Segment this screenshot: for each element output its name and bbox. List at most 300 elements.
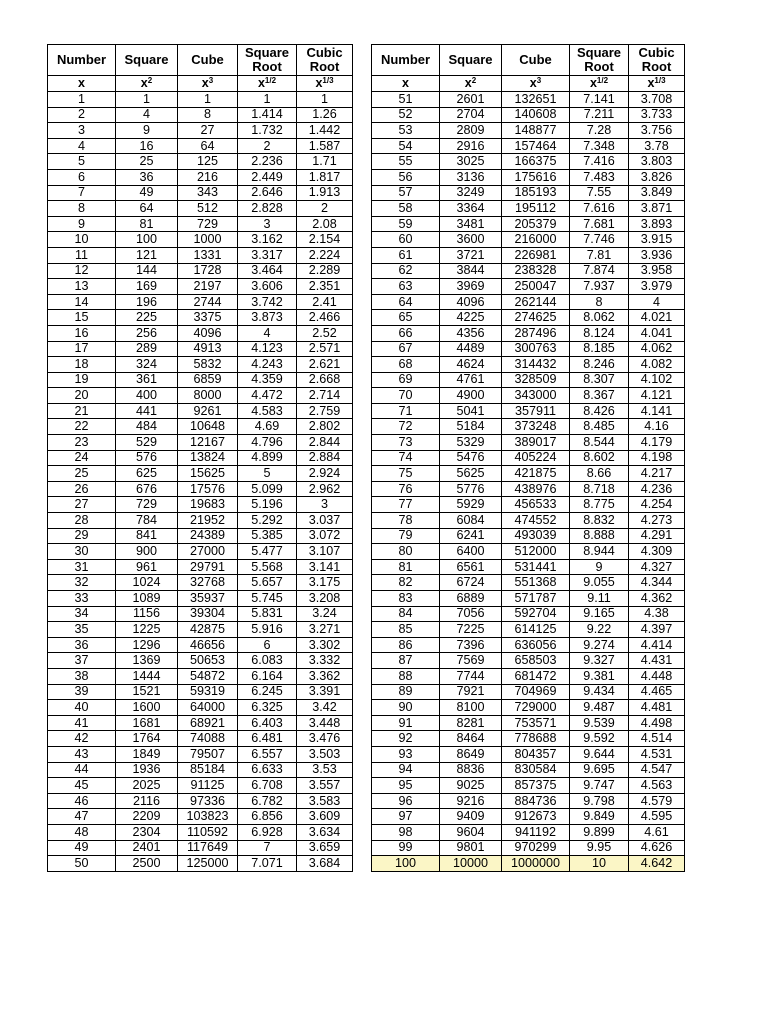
cell-number: 29: [48, 528, 116, 544]
cell-square-root: 9.055: [570, 575, 629, 591]
cell-square-root: 7.141: [570, 92, 629, 108]
table-row: [372, 450, 685, 466]
cell-cube: 4096: [178, 325, 238, 341]
cell-cube: 195112: [502, 201, 570, 217]
cell-square: 4096: [440, 294, 502, 310]
cell-square-root: 9.899: [570, 824, 629, 840]
table-row: [372, 372, 685, 388]
cell-number: 59: [372, 216, 440, 232]
cell-number: 94: [372, 762, 440, 778]
cell-square: 10000: [440, 856, 502, 872]
table-row: [372, 169, 685, 185]
cell-cubic-root: 2: [297, 201, 353, 217]
cell-cube: 681472: [502, 668, 570, 684]
cell-cube: 614125: [502, 622, 570, 638]
cell-square: 16: [116, 138, 178, 154]
cell-number: 52: [372, 107, 440, 123]
table-row: [372, 684, 685, 700]
cell-square-root: 6.245: [238, 684, 297, 700]
cell-cube: 54872: [178, 668, 238, 684]
cell-cubic-root: 4.291: [629, 528, 685, 544]
cell-cube: 474552: [502, 513, 570, 529]
cell-square-root: 9.798: [570, 793, 629, 809]
table-row: [372, 123, 685, 139]
cell-square-root: 7.746: [570, 232, 629, 248]
cell-cube: 2744: [178, 294, 238, 310]
cell-cubic-root: 4.041: [629, 325, 685, 341]
cell-square: 1369: [116, 653, 178, 669]
cell-square-root: 4.899: [238, 450, 297, 466]
cell-square-root: 6.481: [238, 731, 297, 747]
cell-square-root: 8.888: [570, 528, 629, 544]
cell-cubic-root: 4.273: [629, 513, 685, 529]
cell-square: 2401: [116, 840, 178, 856]
cell-cubic-root: 3.849: [629, 185, 685, 201]
table-row: [372, 154, 685, 170]
cell-cube: 85184: [178, 762, 238, 778]
cell-number: 47: [48, 809, 116, 825]
cell-cube: 205379: [502, 216, 570, 232]
cell-number: 45: [48, 778, 116, 794]
cell-square: 1849: [116, 746, 178, 762]
cell-square-root: 9.487: [570, 700, 629, 716]
cell-cubic-root: 2.884: [297, 450, 353, 466]
cell-square-root: 10: [570, 856, 629, 872]
cell-cube: 250047: [502, 279, 570, 295]
cell-cubic-root: 4.179: [629, 435, 685, 451]
table-row: [48, 341, 353, 357]
cell-square: 9409: [440, 809, 502, 825]
table-row: [372, 92, 685, 108]
cell-number: 44: [48, 762, 116, 778]
cell-square-root: 2.236: [238, 154, 297, 170]
cell-square-root: 7.616: [570, 201, 629, 217]
cell-number: 99: [372, 840, 440, 856]
cell-cube: 140608: [502, 107, 570, 123]
cell-cubic-root: 1.817: [297, 169, 353, 185]
cell-cube: 753571: [502, 715, 570, 731]
cell-square: 9216: [440, 793, 502, 809]
cell-cube: 328509: [502, 372, 570, 388]
cell-square-root: 7.211: [570, 107, 629, 123]
cell-cubic-root: 1: [297, 92, 353, 108]
cell-number: 23: [48, 435, 116, 451]
cell-square-root: 6.557: [238, 746, 297, 762]
cell-number: 43: [48, 746, 116, 762]
cell-square-root: 8.367: [570, 388, 629, 404]
cell-cube: 148877: [502, 123, 570, 139]
cell-square-root: 5.657: [238, 575, 297, 591]
cell-cubic-root: 4.16: [629, 419, 685, 435]
cell-number: 53: [372, 123, 440, 139]
cell-square-root: 4.796: [238, 435, 297, 451]
cell-number: 91: [372, 715, 440, 731]
cell-number: 12: [48, 263, 116, 279]
cell-square-root: 5.196: [238, 497, 297, 513]
cell-square-root: 9.644: [570, 746, 629, 762]
cell-cubic-root: 2.224: [297, 247, 353, 263]
cell-cube: 512: [178, 201, 238, 217]
cell-cube: 15625: [178, 466, 238, 482]
table-row: [372, 107, 685, 123]
cell-cube: 10648: [178, 419, 238, 435]
cell-square: 2209: [116, 809, 178, 825]
cell-cubic-root: 3.072: [297, 528, 353, 544]
cell-number: 15: [48, 310, 116, 326]
cell-number: 24: [48, 450, 116, 466]
cell-number: 19: [48, 372, 116, 388]
cell-square-root: 7.348: [570, 138, 629, 154]
table-row: [372, 715, 685, 731]
cell-square-root: 5.745: [238, 591, 297, 607]
cell-cubic-root: 3.733: [629, 107, 685, 123]
cell-square-root: 7.681: [570, 216, 629, 232]
table-row: [48, 653, 353, 669]
cell-square-root: 1.732: [238, 123, 297, 139]
cell-square-root: 5.568: [238, 559, 297, 575]
cell-cube: 1331: [178, 247, 238, 263]
cell-cube: 110592: [178, 824, 238, 840]
cell-cubic-root: 2.41: [297, 294, 353, 310]
cell-square: 9604: [440, 824, 502, 840]
cell-cube: 74088: [178, 731, 238, 747]
cell-cube: 438976: [502, 481, 570, 497]
cell-square: 7569: [440, 653, 502, 669]
table-row: [372, 559, 685, 575]
table-row: [372, 793, 685, 809]
table-row: [48, 544, 353, 560]
cell-square-root: 8.718: [570, 481, 629, 497]
cell-cube: 97336: [178, 793, 238, 809]
cell-cubic-root: 2.52: [297, 325, 353, 341]
cell-square: 900: [116, 544, 178, 560]
cell-cubic-root: 4.121: [629, 388, 685, 404]
cell-square: 8649: [440, 746, 502, 762]
cell-cubic-root: 2.714: [297, 388, 353, 404]
cell-number: 39: [48, 684, 116, 700]
cell-square: 3025: [440, 154, 502, 170]
cell-square: 196: [116, 294, 178, 310]
cell-number: 51: [372, 92, 440, 108]
cell-square-root: 8: [570, 294, 629, 310]
cell-square: 1296: [116, 637, 178, 653]
cell-number: 5: [48, 154, 116, 170]
header-cubic-root: Cubic Root: [297, 45, 353, 76]
cell-square: 9: [116, 123, 178, 139]
cell-number: 14: [48, 294, 116, 310]
cell-cubic-root: 2.289: [297, 263, 353, 279]
cell-square: 529: [116, 435, 178, 451]
table-row: [48, 840, 353, 856]
cell-cube: 274625: [502, 310, 570, 326]
cell-cube: 493039: [502, 528, 570, 544]
cell-cubic-root: 3.78: [629, 138, 685, 154]
table-row: [372, 419, 685, 435]
cell-square: 4624: [440, 357, 502, 373]
cell-cubic-root: 4.642: [629, 856, 685, 872]
cell-square: 676: [116, 481, 178, 497]
cell-square: 6561: [440, 559, 502, 575]
cell-number: 36: [48, 637, 116, 653]
cell-number: 88: [372, 668, 440, 684]
cell-cubic-root: 4.61: [629, 824, 685, 840]
cell-square: 3844: [440, 263, 502, 279]
cell-cubic-root: 4.062: [629, 341, 685, 357]
cell-square: 1681: [116, 715, 178, 731]
cell-number: 67: [372, 341, 440, 357]
cell-cubic-root: 3.609: [297, 809, 353, 825]
cell-number: 41: [48, 715, 116, 731]
table-row: [48, 372, 353, 388]
table-row: [48, 92, 353, 108]
cell-number: 90: [372, 700, 440, 716]
cell-cube: 216000: [502, 232, 570, 248]
cell-square-root: 7.874: [570, 263, 629, 279]
cell-cube: 912673: [502, 809, 570, 825]
cell-square-root: 3.162: [238, 232, 297, 248]
cell-square: 6724: [440, 575, 502, 591]
powers-table-right: [371, 44, 685, 872]
cell-cube: 117649: [178, 840, 238, 856]
cell-square: 5929: [440, 497, 502, 513]
cell-square: 169: [116, 279, 178, 295]
table-row: [48, 684, 353, 700]
cell-number: 25: [48, 466, 116, 482]
table-row: [48, 528, 353, 544]
cell-cubic-root: 3.448: [297, 715, 353, 731]
cell-cube: 357911: [502, 403, 570, 419]
table-row: [48, 201, 353, 217]
cell-square-root: 7.28: [570, 123, 629, 139]
cell-cubic-root: 4.327: [629, 559, 685, 575]
cell-square: 361: [116, 372, 178, 388]
cell-number: 73: [372, 435, 440, 451]
cell-cubic-root: 2.844: [297, 435, 353, 451]
cell-square-root: 7: [238, 840, 297, 856]
cell-cube: 64: [178, 138, 238, 154]
table-row: [372, 232, 685, 248]
cell-square: 1444: [116, 668, 178, 684]
cell-square: 2025: [116, 778, 178, 794]
cell-number: 100: [372, 856, 440, 872]
cell-cubic-root: 1.913: [297, 185, 353, 201]
cell-square: 2304: [116, 824, 178, 840]
cell-square: 64: [116, 201, 178, 217]
cell-square-root: 6.782: [238, 793, 297, 809]
cell-square-root: 3.464: [238, 263, 297, 279]
table-row: [372, 201, 685, 217]
cell-square: 289: [116, 341, 178, 357]
table-row: [48, 591, 353, 607]
cell-number: 72: [372, 419, 440, 435]
cell-square-root: 3.742: [238, 294, 297, 310]
cell-cube: 103823: [178, 809, 238, 825]
cell-square-root: 5.831: [238, 606, 297, 622]
cell-number: 98: [372, 824, 440, 840]
cell-square: 841: [116, 528, 178, 544]
table-row: [48, 123, 353, 139]
cell-square: 8836: [440, 762, 502, 778]
cell-cube: 8: [178, 107, 238, 123]
cell-cubic-root: 3.803: [629, 154, 685, 170]
cell-cube: 32768: [178, 575, 238, 591]
cell-square-root: 2.828: [238, 201, 297, 217]
cell-cube: 1: [178, 92, 238, 108]
cell-cube: 571787: [502, 591, 570, 607]
cell-cube: 46656: [178, 637, 238, 653]
table-row: [372, 357, 685, 373]
cell-square: 729: [116, 497, 178, 513]
cell-cubic-root: 4.626: [629, 840, 685, 856]
table-row: [48, 357, 353, 373]
cell-square: 7056: [440, 606, 502, 622]
cell-number: 30: [48, 544, 116, 560]
cell-square: 4761: [440, 372, 502, 388]
cell-square-root: 8.246: [570, 357, 629, 373]
cell-cubic-root: 3.979: [629, 279, 685, 295]
table-row: [48, 497, 353, 513]
cell-cubic-root: 2.924: [297, 466, 353, 482]
cell-cube: 8000: [178, 388, 238, 404]
table-row: [372, 778, 685, 794]
cell-square: 3721: [440, 247, 502, 263]
cell-square-root: 5.916: [238, 622, 297, 638]
cell-square: 2601: [440, 92, 502, 108]
table-row: [372, 497, 685, 513]
cell-square-root: 9.381: [570, 668, 629, 684]
cell-cubic-root: 4.547: [629, 762, 685, 778]
table-row: [48, 793, 353, 809]
cell-square-root: 7.071: [238, 856, 297, 872]
cell-number: 87: [372, 653, 440, 669]
cell-number: 92: [372, 731, 440, 747]
cell-square: 7921: [440, 684, 502, 700]
cell-cube: 17576: [178, 481, 238, 497]
cell-cubic-root: 4.448: [629, 668, 685, 684]
cell-cube: 50653: [178, 653, 238, 669]
table-row: [372, 138, 685, 154]
cell-number: 20: [48, 388, 116, 404]
table-row: [48, 700, 353, 716]
cell-square: 4900: [440, 388, 502, 404]
cell-cube: 456533: [502, 497, 570, 513]
cell-cube: 9261: [178, 403, 238, 419]
cell-square-root: 2: [238, 138, 297, 154]
cell-cube: 729: [178, 216, 238, 232]
cell-number: 38: [48, 668, 116, 684]
cell-square-root: 8.944: [570, 544, 629, 560]
cell-square: 36: [116, 169, 178, 185]
cell-cubic-root: 3.24: [297, 606, 353, 622]
cell-cube: 857375: [502, 778, 570, 794]
cell-cube: 941192: [502, 824, 570, 840]
cell-cube: 3375: [178, 310, 238, 326]
cell-cube: 262144: [502, 294, 570, 310]
cell-cubic-root: 3.634: [297, 824, 353, 840]
table-row: [372, 466, 685, 482]
cell-cube: 19683: [178, 497, 238, 513]
header-number: Number: [372, 45, 440, 76]
cell-square: 9025: [440, 778, 502, 794]
cell-cubic-root: 3.936: [629, 247, 685, 263]
cell-number: 81: [372, 559, 440, 575]
cell-square-root: 7.55: [570, 185, 629, 201]
cell-cube: 636056: [502, 637, 570, 653]
cell-cubic-root: 3.583: [297, 793, 353, 809]
header-square-root: Square Root: [570, 45, 629, 76]
table-row: [372, 668, 685, 684]
header-square: Square: [440, 45, 502, 76]
cell-cubic-root: 4.236: [629, 481, 685, 497]
cell-square: 6889: [440, 591, 502, 607]
cell-number: 71: [372, 403, 440, 419]
cell-number: 75: [372, 466, 440, 482]
header-cubic-root: Cubic Root: [629, 45, 685, 76]
cell-square-root: 4.123: [238, 341, 297, 357]
cell-square-root: 3.317: [238, 247, 297, 263]
cell-cube: 59319: [178, 684, 238, 700]
cell-square: 4489: [440, 341, 502, 357]
cell-cubic-root: 3.659: [297, 840, 353, 856]
cell-square: 225: [116, 310, 178, 326]
table-row: [372, 591, 685, 607]
cell-number: 8: [48, 201, 116, 217]
cell-square: 4: [116, 107, 178, 123]
header-square: Square: [116, 45, 178, 76]
cell-square-root: 8.66: [570, 466, 629, 482]
cell-square-root: 9.849: [570, 809, 629, 825]
table-row: [372, 513, 685, 529]
cell-square: 3969: [440, 279, 502, 295]
cell-square-root: 6.403: [238, 715, 297, 731]
cell-number: 83: [372, 591, 440, 607]
cell-cubic-root: 3.302: [297, 637, 353, 653]
cell-square: 1225: [116, 622, 178, 638]
cell-cubic-root: 3.826: [629, 169, 685, 185]
cell-square: 1: [116, 92, 178, 108]
table-row: [48, 216, 353, 232]
table-row: [372, 622, 685, 638]
cell-square-root: 4.583: [238, 403, 297, 419]
cell-square: 1764: [116, 731, 178, 747]
cell-square-root: 9.695: [570, 762, 629, 778]
cell-square-root: 4: [238, 325, 297, 341]
table-row: [48, 263, 353, 279]
cell-cube: 39304: [178, 606, 238, 622]
cell-square: 9801: [440, 840, 502, 856]
cell-cube: 343: [178, 185, 238, 201]
cell-cube: 175616: [502, 169, 570, 185]
cell-number: 84: [372, 606, 440, 622]
cell-cubic-root: 4.141: [629, 403, 685, 419]
cell-cubic-root: 3.175: [297, 575, 353, 591]
cell-cubic-root: 3.037: [297, 513, 353, 529]
cell-number: 16: [48, 325, 116, 341]
table-row: [48, 856, 353, 872]
cell-cube: 287496: [502, 325, 570, 341]
cell-cubic-root: 3.53: [297, 762, 353, 778]
cell-square: 7225: [440, 622, 502, 638]
cell-cube: 226981: [502, 247, 570, 263]
cell-cubic-root: 3.391: [297, 684, 353, 700]
cell-square-root: 6.164: [238, 668, 297, 684]
subheader-cube: $x^3$: [178, 76, 238, 92]
subheader-square: $x^2$: [440, 76, 502, 92]
cell-cubic-root: 4.414: [629, 637, 685, 653]
cell-number: 42: [48, 731, 116, 747]
cell-number: 27: [48, 497, 116, 513]
subheader-square-root: $x^{1/2}$: [238, 76, 297, 92]
